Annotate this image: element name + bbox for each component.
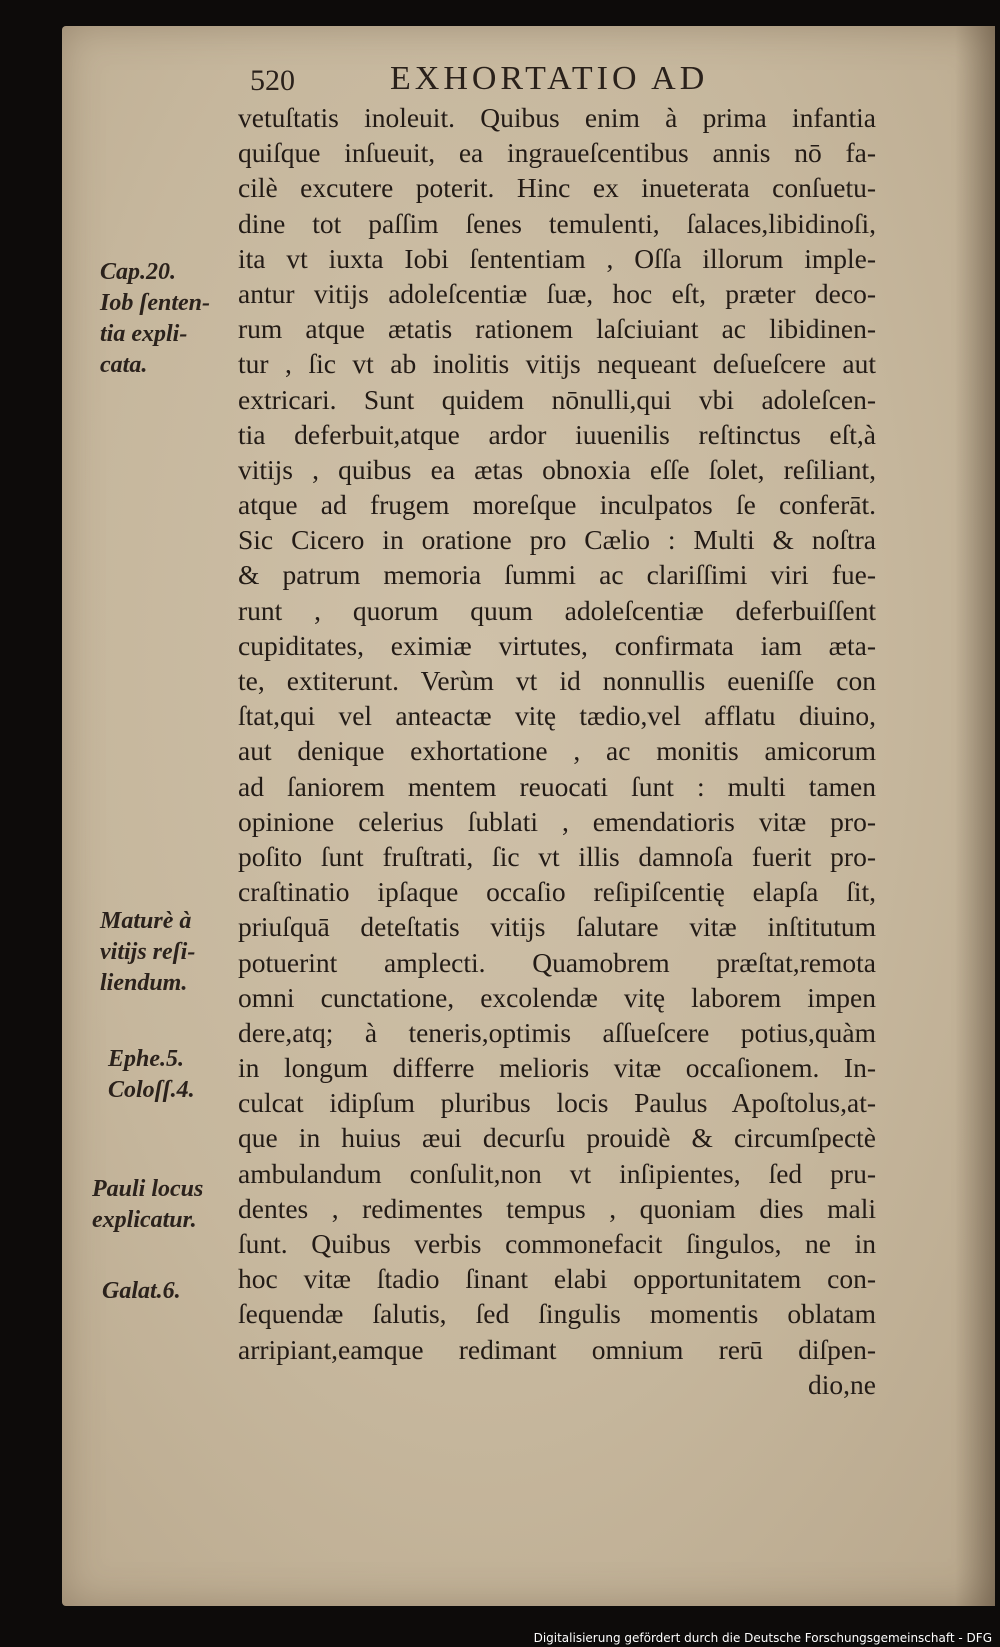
margin-note-line: Coloſſ.4. [108, 1077, 195, 1103]
text-line: dine tot paſſim ſenes temulenti, ſalaces,libidinoſi, [238, 207, 876, 239]
margin-note-line: explicatur. [92, 1207, 197, 1233]
text-line: te, extiterunt. Verùm vt id nonnullis eueniſſe con [238, 665, 876, 696]
margin-note-cap-20 [100, 257, 210, 381]
margin-note-line: Cap.20. [100, 259, 177, 285]
margin-note-line: Pauli locus [92, 1176, 204, 1202]
text-line: ad ſaniorem mentem reuocati ſunt : multi tamen [238, 770, 876, 802]
text-line: ſequendæ ſalutis, ſed ſingulis momentis oblatam [238, 1298, 876, 1330]
margin-note-ephe-coloss [108, 1044, 195, 1106]
margin-note-line: Maturè à [100, 908, 192, 934]
margin-note-line: Galat.6. [102, 1278, 181, 1304]
digitization-credit: Digitalisierung gefördert durch die Deutsche Forschungsgemeinschaft - DFG [533, 1631, 992, 1645]
text-line: arripiant,eamque redimant omnium rerū diſpen- [238, 1333, 876, 1365]
spine-shadow [955, 26, 995, 1606]
text-line: dere,atq; à teneris,optimis aſſueſcere potius,quàm [238, 1016, 876, 1048]
margin-note-line: cata. [100, 352, 148, 378]
text-line: rum atque ætatis rationem laſciuiant ac libidinen- [238, 313, 876, 345]
text-line: cupiditates, eximiæ virtutes, confirmata iam æta- [238, 629, 876, 661]
text-line: & patrum memoria ſummi ac clariſſimi viri fue- [238, 559, 876, 591]
text-line: cilè excutere poterit. Hinc ex inueterata conſuetu- [238, 172, 876, 204]
text-line: potuerint amplecti. Quamobrem præſtat,remota [238, 946, 876, 978]
text-line: Sic Cicero in oratione pro Cælio : Multi & noſtra [238, 524, 876, 556]
running-title: EXHORTATIO AD [390, 60, 709, 97]
text-line: quiſque inſueuit, ea ingraueſcentibus annis nō fa- [238, 137, 876, 169]
text-line: in longum differre melioris vitæ occaſionem. In- [238, 1052, 876, 1084]
text-line: ita vt iuxta Iobi ſententiam , Oſſa illorum imple- [238, 242, 876, 274]
text-line: priuſquā deteſtatis vitijs ſalutare vitæ inſtitutum [238, 911, 876, 943]
margin-note-line: liendum. [100, 970, 188, 996]
text-line: omni cunctatione, excolendæ vitę laborem impen [238, 981, 876, 1013]
text-line: runt , quorum quum adoleſcentiæ deferbuiſſent [238, 594, 876, 626]
text-line: dio,ne [808, 1368, 876, 1400]
text-line: tia deferbuit,atque ardor iuuenilis reſtinctus eſt,à [238, 418, 876, 450]
text-line: ambulandum conſulit,non vt inſipientes, ſed pru- [238, 1157, 876, 1189]
text-line: antur vitijs adoleſcentiæ ſuæ, hoc eſt, præter deco- [238, 277, 876, 309]
page-number: 520 [250, 64, 295, 97]
text-line: que in huius æui decurſu prouidè & circumſpectè [238, 1122, 876, 1154]
text-line: vitijs , quibus ea ætas obnoxia eſſe ſolet, reſiliant, [238, 453, 876, 485]
text-line: culcat idipſum pluribus locis Paulus Apoſtolus,at- [238, 1087, 876, 1119]
text-line: aut denique exhortatione , ac monitis amicorum [238, 735, 876, 767]
margin-note-line: Ephe.5. [108, 1046, 185, 1072]
text-line: vetuſtatis inoleuit. Quibus enim à prima infantia [238, 102, 876, 133]
text-line: poſito ſunt fruſtrati, ſic vt illis damnoſa fuerit pro- [238, 840, 876, 872]
text-line: extricari. Sunt quidem nōnulli,qui vbi adoleſcen- [238, 383, 876, 415]
text-line: ſtat,qui vel anteactæ vitę tædio,vel afflatu diuino, [238, 700, 876, 732]
margin-note-line: tia expli- [100, 321, 188, 347]
text-line: ſunt. Quibus verbis commonefacit ſingulos, ne in [238, 1228, 876, 1259]
margin-note-pauli-locus [92, 1174, 203, 1236]
margin-note-line: Iob ſenten- [100, 290, 210, 316]
text-line: craſtinatio ipſaque occaſio reſipiſcentię elapſa ſit, [238, 876, 876, 908]
text-line: dentes , redimentes tempus , quoniam dies mali [238, 1192, 876, 1224]
body-text [238, 100, 876, 1402]
margin-note-line: vitijs reſi- [100, 939, 196, 965]
text-line: opinione celerius ſublati , emendatioris vitæ pro- [238, 805, 876, 837]
text-line: atque ad frugem moreſque inculpatos ſe conferāt. [238, 489, 876, 521]
page-header [250, 56, 870, 106]
text-line: hoc vitæ ſtadio ſinant elabi opportunitatem con- [238, 1263, 876, 1295]
margin-note-mature [100, 906, 195, 999]
margin-note-galat [102, 1276, 181, 1307]
text-line: tur , ſic vt ab inolitis vitijs nequeant deſueſcere aut [238, 348, 876, 380]
